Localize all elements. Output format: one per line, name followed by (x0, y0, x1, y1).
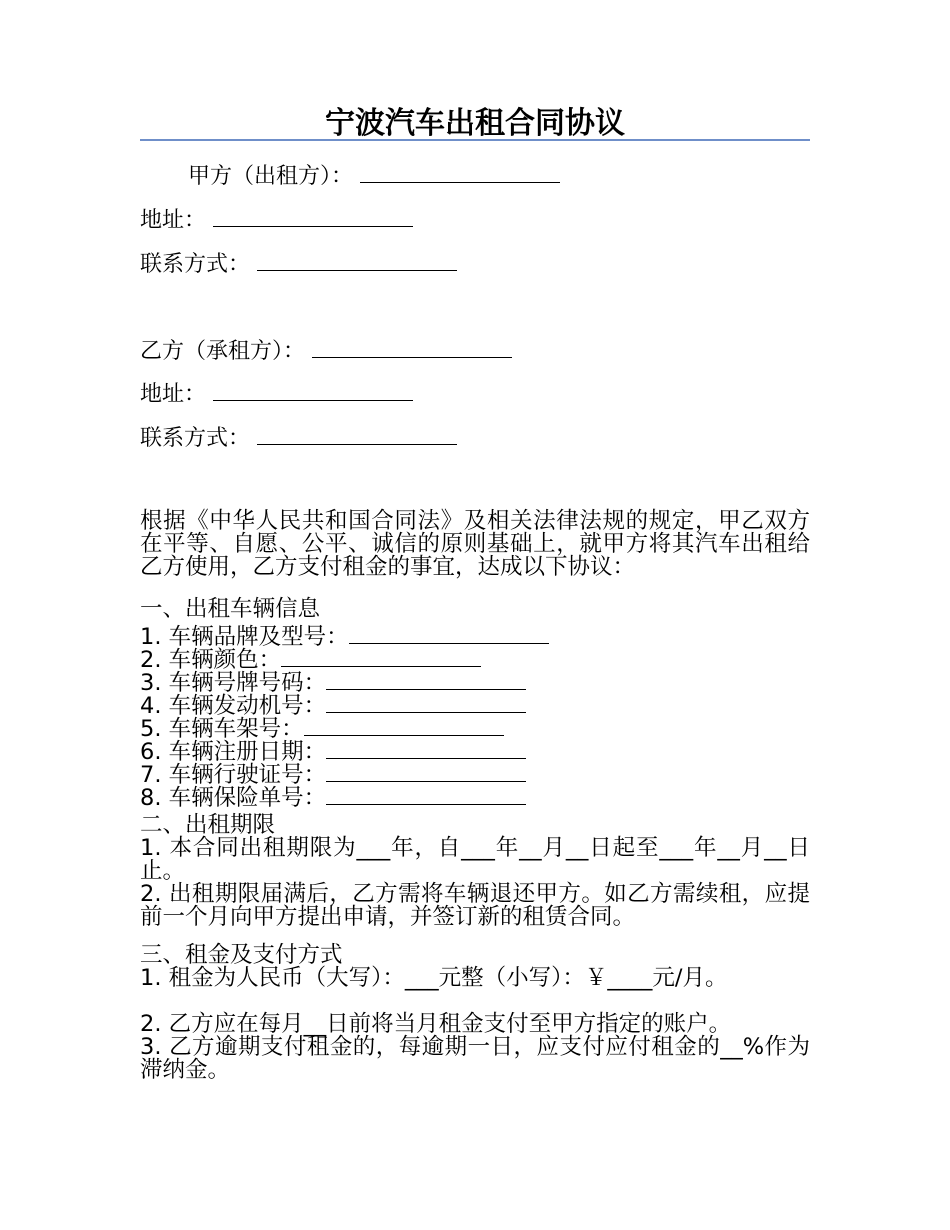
title-underline (140, 139, 810, 141)
vehicle-item-label: 8. 车辆保险单号： (140, 785, 327, 811)
vehicle-item-blank (326, 736, 526, 759)
party-a-address-blank (213, 204, 413, 227)
party-a-contact-label: 联系方式： (140, 252, 251, 277)
vehicle-item-label: 4. 车辆发动机号： (140, 693, 327, 719)
vehicle-item-blank (326, 759, 526, 782)
vehicle-item-label: 5. 车辆车架号： (140, 716, 304, 742)
section1-heading: 一、出租车辆信息 (140, 596, 321, 622)
party-b-heading: 乙方（承租方）： (140, 339, 306, 364)
party-a-blank (360, 160, 560, 183)
party-b-contact-label: 联系方式： (140, 426, 251, 451)
preamble-paragraph: 根据《中华人民共和国合同法》及相关法律法规的规定，甲乙双方在平等、自愿、公平、诚信的原则基础上，就甲方将其汽车出租给乙方使用，乙方支付租金的事宜，达成以下协议： (140, 508, 810, 580)
vehicle-item-8 (140, 782, 526, 810)
vehicle-item-blank (349, 621, 549, 644)
party-b-address-label: 地址： (140, 382, 207, 407)
section2-heading: 二、出租期限 (140, 812, 276, 838)
party-a-contact-line (140, 248, 457, 279)
vehicle-item-label: 3. 车辆号牌号码： (140, 670, 327, 696)
party-a-address-line (140, 204, 413, 235)
rent-item-1: 1. 租金为人民币（大写）：___元整（小写）：￥____元/月。 (140, 965, 728, 991)
term-item-2: 2. 出租期限届满后，乙方需将车辆退还甲方。如乙方需续租，应提前一个月向甲方提出申请，并签订新的租赁合同。 (140, 881, 810, 930)
vehicle-item-blank (281, 644, 481, 667)
party-b-address-line (140, 378, 413, 409)
party-a-line (188, 160, 560, 191)
party-b-contact-line (140, 422, 457, 453)
vehicle-item-label: 1. 车辆品牌及型号： (140, 624, 349, 650)
section3-heading: 三、租金及支付方式 (140, 942, 343, 968)
party-a-heading: 甲方（出租方）： (188, 164, 354, 189)
vehicle-item-blank (326, 667, 526, 690)
party-b-address-blank (213, 378, 413, 401)
term-item-1: 1. 本合同出租期限为___年，自___年__月__日起至___年__月__日止。 (140, 835, 810, 884)
vehicle-item-label: 6. 车辆注册日期： (140, 739, 327, 765)
vehicle-item-blank (304, 713, 504, 736)
rent-item-3: 3. 乙方逾期支付租金的，每逾期一日，应支付应付租金的__%作为滞纳金。 (140, 1034, 810, 1083)
document-title: 宁波汽车出租合同协议 (325, 106, 625, 141)
vehicle-item-blank (326, 782, 526, 805)
vehicle-item-label: 2. 车辆颜色： (140, 647, 282, 673)
party-b-line (140, 335, 512, 366)
party-b-contact-blank (257, 422, 457, 445)
rent-item-2: 2. 乙方应在每月__日前将当月租金支付至甲方指定的账户。 (140, 1011, 732, 1037)
party-b-blank (312, 335, 512, 358)
party-a-address-label: 地址： (140, 208, 207, 233)
party-a-contact-blank (257, 248, 457, 271)
vehicle-item-label: 7. 车辆行驶证号： (140, 762, 327, 788)
vehicle-item-blank (326, 690, 526, 713)
